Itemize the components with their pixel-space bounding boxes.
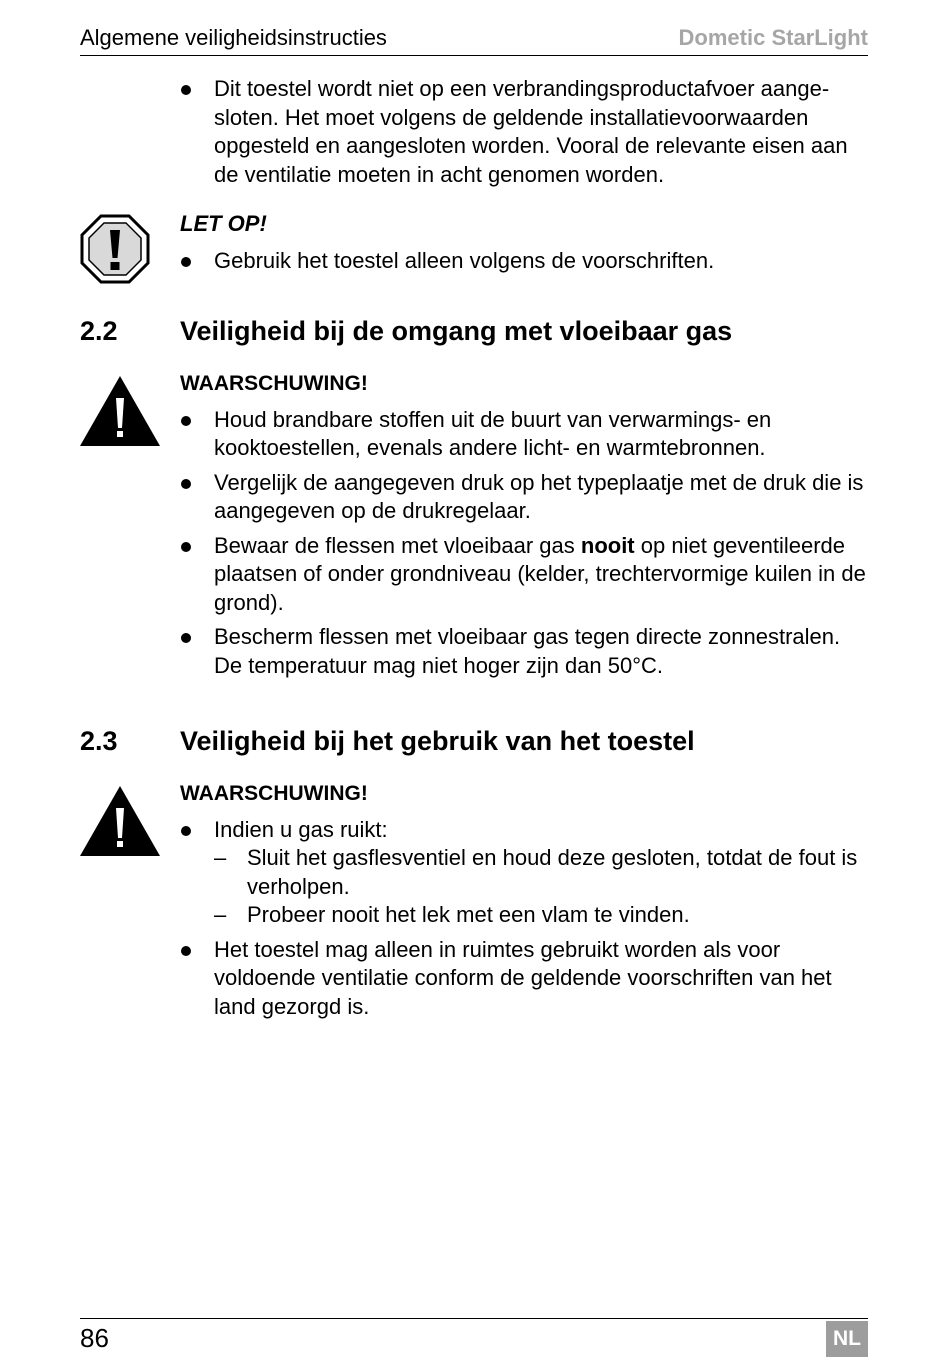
emphasis: nooit — [580, 532, 635, 558]
list-item: Vergelijk de aangegeven druk op het typeplaatje met de druk die is aangegeven op de drukregelaar. — [180, 469, 870, 526]
list-item: Het toestel mag alleen in ruimtes gebruikt worden als voor voldoende ventilatie conform de geldende voorschriften van het land gezorgd is. — [180, 936, 870, 1022]
warning-block-2-2 — [180, 370, 870, 680]
list-item: Houd brandbare stoffen uit de buurt van verwarmings- en kooktoestellen, evenals andere licht- en warmtebronnen. — [180, 406, 870, 463]
list-item: Bescherm flessen met vloeibaar gas tegen directe zonnestralen. De temperatuur mag niet hoger zijn dan 50°C. — [180, 623, 870, 680]
list-item: Gebruik het toestel alleen volgens de voorschriften. — [180, 247, 870, 276]
sub-list-item: – Probeer nooit het lek met een vlam te vinden. — [214, 901, 870, 930]
product-name: Dometic StarLight — [678, 25, 868, 50]
note-block — [180, 210, 870, 275]
intro-block — [180, 75, 870, 189]
page-header — [80, 24, 868, 56]
language-badge: NL — [826, 1321, 868, 1357]
warning-label: WAARSCHUWING! — [180, 372, 368, 395]
sub-list-item: – Sluit het gasflesventiel en houd deze gesloten, totdat de fout is verholpen. — [214, 844, 870, 901]
section-number: 2.3 — [80, 726, 118, 756]
list-item: Indien u gas ruikt: – Sluit het gasflesventiel en houd deze gesloten, totdat de fout is verholpen. – Probeer nooit het lek met een vlam te vinden. — [180, 816, 870, 930]
section-title: Veiligheid bij de omgang met vloeibaar gas — [180, 316, 733, 346]
warning-triangle-icon — [80, 786, 160, 861]
warning-triangle-icon — [80, 376, 160, 451]
chapter-title: Algemene veiligheidsinstructies — [80, 25, 387, 50]
warning-label: WAARSCHUWING! — [180, 782, 368, 805]
section-number: 2.2 — [80, 316, 118, 346]
note-label: LET OP! — [180, 211, 267, 236]
section-title: Veiligheid bij het gebruik van het toestel — [180, 726, 695, 756]
footer-divider — [80, 1318, 868, 1319]
page-number: 86 — [80, 1323, 109, 1353]
list-item: Dit toestel wordt niet op een verbrandingsproductafvoer aange-sloten. Het moet volgens de geldende installatievoorwaarden opgesteld en aangesloten worden. Vooral de relevante eisen aan de ventilatie moeten in acht genomen worden. — [180, 75, 870, 189]
warning-block-2-3 — [180, 780, 870, 1021]
list-item: Bewaar de flessen met vloeibaar gas nooit op niet geventileerde plaatsen of onder grondniveau (kelder, trechtervormige kuilen in de grond). — [180, 532, 870, 618]
exclamation-octagon-icon — [80, 214, 150, 289]
